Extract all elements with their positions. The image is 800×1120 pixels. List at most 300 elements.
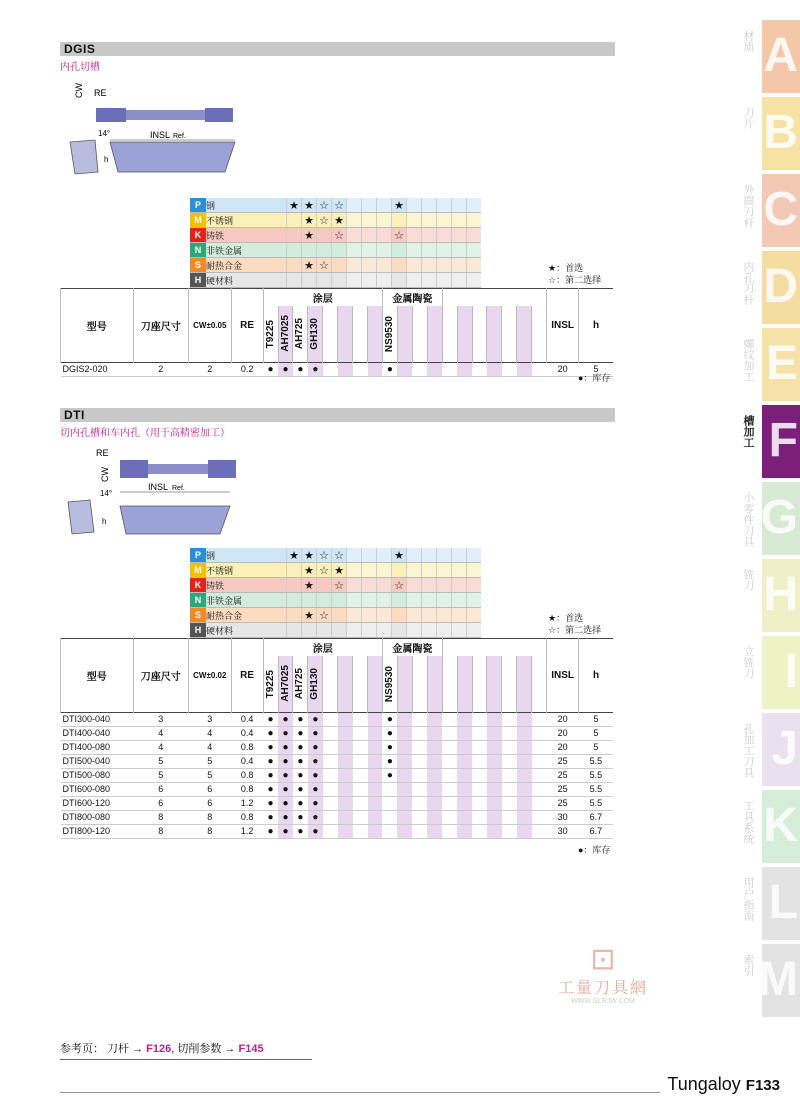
stock-cell bbox=[427, 796, 442, 810]
grade-mark bbox=[362, 243, 377, 258]
stock-cell: ● bbox=[308, 824, 323, 838]
grade-mark bbox=[467, 563, 482, 578]
stock-cell bbox=[353, 740, 368, 754]
col-blank bbox=[442, 289, 547, 307]
grade-mark bbox=[317, 228, 332, 243]
tab-j[interactable] bbox=[742, 713, 800, 786]
tab-f[interactable] bbox=[742, 405, 800, 478]
grade-col bbox=[278, 656, 293, 712]
stock-cell bbox=[427, 726, 442, 740]
stock-cell: ● bbox=[293, 796, 308, 810]
grade-mark: ★ bbox=[302, 198, 317, 213]
grade-col bbox=[412, 306, 427, 362]
stock-cell bbox=[502, 712, 517, 726]
cw-cell: 6 bbox=[188, 782, 231, 796]
stock-cell bbox=[412, 782, 427, 796]
material-code: N bbox=[190, 593, 206, 608]
grade-mark bbox=[422, 623, 437, 638]
insl-cell: 20 bbox=[547, 362, 579, 376]
svg-text:14°: 14° bbox=[100, 489, 113, 498]
material-name: 硬材料 bbox=[206, 273, 287, 288]
stock-cell bbox=[472, 810, 487, 824]
grade-col bbox=[323, 656, 338, 712]
grade-mark bbox=[332, 273, 347, 288]
grade-mark bbox=[407, 198, 422, 213]
grade-mark bbox=[437, 608, 452, 623]
grade-mark bbox=[407, 548, 422, 563]
grade-mark bbox=[422, 563, 437, 578]
stock-cell bbox=[517, 810, 532, 824]
stock-cell: ● bbox=[308, 810, 323, 824]
grade-mark bbox=[452, 563, 467, 578]
material-name: 铸铁 bbox=[206, 228, 287, 243]
grade-mark bbox=[377, 198, 392, 213]
grade-mark bbox=[377, 593, 392, 608]
table-row bbox=[61, 712, 614, 726]
stock-cell bbox=[472, 726, 487, 740]
grade-col bbox=[532, 306, 547, 362]
tab-letter: L bbox=[768, 876, 798, 929]
stock-cell bbox=[457, 362, 472, 376]
stock-cell bbox=[368, 810, 383, 824]
tab-label: 刀片 bbox=[742, 107, 754, 129]
tab-a[interactable] bbox=[742, 20, 800, 93]
grade-col bbox=[353, 306, 368, 362]
cw-cell: 3 bbox=[188, 712, 231, 726]
footer-divider bbox=[60, 1092, 660, 1093]
material-row bbox=[190, 578, 481, 593]
stock-cell bbox=[457, 796, 472, 810]
grade-mark bbox=[452, 273, 467, 288]
stock-cell bbox=[502, 796, 517, 810]
grade-selection-table-dgis bbox=[190, 198, 481, 288]
stock-cell bbox=[397, 768, 412, 782]
model-cell: DTI800-080 bbox=[61, 810, 134, 824]
tab-letter: D bbox=[763, 260, 798, 313]
stock-cell bbox=[412, 810, 427, 824]
stock-cell bbox=[368, 768, 383, 782]
col-coating: 涂层 bbox=[263, 289, 382, 307]
grade-mark bbox=[422, 608, 437, 623]
grade-col bbox=[368, 656, 383, 712]
legend-dgis: ★：首选 ☆：第二选择 bbox=[548, 263, 602, 285]
grade-mark bbox=[377, 623, 392, 638]
stock-cell bbox=[442, 768, 457, 782]
tab-g[interactable] bbox=[742, 482, 800, 555]
stock-cell: ● bbox=[308, 782, 323, 796]
tab-letter: E bbox=[765, 337, 798, 390]
grade-mark bbox=[347, 243, 362, 258]
stock-cell bbox=[517, 712, 532, 726]
tab-d[interactable] bbox=[742, 251, 800, 324]
stock-cell: ● bbox=[263, 712, 278, 726]
stock-cell bbox=[517, 824, 532, 838]
holder-cell: 6 bbox=[133, 796, 188, 810]
insl-cell: 30 bbox=[547, 824, 579, 838]
grade-mark bbox=[332, 623, 347, 638]
stock-cell bbox=[457, 824, 472, 838]
stock-cell bbox=[472, 824, 487, 838]
stock-cell bbox=[323, 824, 338, 838]
grade-mark bbox=[452, 198, 467, 213]
stock-cell bbox=[517, 740, 532, 754]
stock-cell bbox=[412, 712, 427, 726]
tab-b[interactable] bbox=[742, 97, 800, 170]
tab-label: 用户指南 bbox=[742, 877, 754, 921]
grade-col bbox=[293, 306, 308, 362]
stock-cell: ● bbox=[293, 782, 308, 796]
h-cell: 5 bbox=[579, 712, 613, 726]
insl-label: INSL bbox=[150, 130, 171, 140]
material-row bbox=[190, 608, 481, 623]
holder-cell: 5 bbox=[133, 768, 188, 782]
grade-mark bbox=[452, 608, 467, 623]
grade-col bbox=[353, 656, 368, 712]
stock-cell bbox=[412, 768, 427, 782]
stock-cell bbox=[382, 782, 397, 796]
cw-cell: 5 bbox=[188, 754, 231, 768]
stock-cell bbox=[502, 768, 517, 782]
stock-cell: ● bbox=[293, 754, 308, 768]
stock-cell: ● bbox=[278, 740, 293, 754]
model-cell: DTI500-080 bbox=[61, 768, 134, 782]
cw-cell: 6 bbox=[188, 796, 231, 810]
grade-name: T9225 bbox=[264, 319, 276, 348]
grade-selection-table-dti bbox=[190, 548, 481, 638]
grade-mark bbox=[422, 593, 437, 608]
table-row bbox=[61, 796, 614, 810]
stock-cell bbox=[442, 796, 457, 810]
stock-cell bbox=[323, 754, 338, 768]
grade-mark bbox=[467, 593, 482, 608]
grade-mark bbox=[362, 548, 377, 563]
stock-cell bbox=[397, 362, 412, 376]
holder-cell: 2 bbox=[133, 362, 188, 376]
re-cell: 0.8 bbox=[231, 782, 263, 796]
dti-spec-table bbox=[60, 638, 613, 839]
grade-mark bbox=[422, 273, 437, 288]
section-title: DGIS bbox=[60, 42, 615, 56]
grade-mark bbox=[452, 578, 467, 593]
stock-cell bbox=[532, 796, 547, 810]
tab-label: 立铣刀 bbox=[742, 646, 754, 679]
grade-mark bbox=[332, 593, 347, 608]
stock-cell bbox=[502, 782, 517, 796]
grade-mark: ☆ bbox=[317, 258, 332, 273]
grade-name: T9225 bbox=[264, 669, 276, 698]
grade-mark bbox=[422, 258, 437, 273]
grade-mark bbox=[347, 608, 362, 623]
model-cell: DTI300-040 bbox=[61, 712, 134, 726]
stock-cell bbox=[323, 712, 338, 726]
cw-cell: 4 bbox=[188, 740, 231, 754]
watermark: ⊡ 工量刀具網 WWW.GLRJW.COM bbox=[538, 945, 668, 1005]
tab-h[interactable] bbox=[742, 559, 800, 632]
grade-col bbox=[457, 656, 472, 712]
grade-mark: ★ bbox=[302, 228, 317, 243]
grade-name: AH7025 bbox=[279, 665, 291, 703]
grade-mark: ★ bbox=[302, 258, 317, 273]
col-holder: 刀座尺寸 bbox=[133, 289, 188, 363]
grade-name: NS9530 bbox=[383, 665, 395, 702]
stock-cell: ● bbox=[293, 740, 308, 754]
stock-cell bbox=[457, 754, 472, 768]
grade-mark bbox=[437, 213, 452, 228]
stock-cell bbox=[502, 740, 517, 754]
grade-col bbox=[323, 306, 338, 362]
stock-cell: ● bbox=[263, 768, 278, 782]
tab-i[interactable] bbox=[742, 636, 800, 709]
stock-cell bbox=[472, 796, 487, 810]
grade-mark: ☆ bbox=[317, 198, 332, 213]
cw-cell: 5 bbox=[188, 768, 231, 782]
re-cell: 0.8 bbox=[231, 768, 263, 782]
grade-mark bbox=[392, 258, 407, 273]
tab-c[interactable] bbox=[742, 174, 800, 247]
stock-cell bbox=[338, 782, 353, 796]
stock-cell: ● bbox=[293, 824, 308, 838]
re-cell: 0.8 bbox=[231, 740, 263, 754]
material-code: M bbox=[190, 213, 206, 228]
material-code: H bbox=[190, 623, 206, 638]
grade-mark: ★ bbox=[302, 608, 317, 623]
stock-cell bbox=[397, 712, 412, 726]
h-cell: 5.5 bbox=[579, 796, 613, 810]
tab-label: 小零件刀具 bbox=[742, 492, 754, 547]
grade-mark: ★ bbox=[392, 548, 407, 563]
grade-mark bbox=[437, 563, 452, 578]
grade-name: NS9530 bbox=[383, 315, 395, 352]
stock-cell bbox=[427, 712, 442, 726]
stock-cell: ● bbox=[263, 362, 278, 376]
grade-mark bbox=[467, 243, 482, 258]
ref-link-holder[interactable]: F126 bbox=[146, 1043, 172, 1055]
grade-mark bbox=[377, 243, 392, 258]
stock-cell bbox=[532, 712, 547, 726]
grade-mark bbox=[302, 243, 317, 258]
grade-mark: ★ bbox=[287, 548, 302, 563]
stock-cell: ● bbox=[263, 810, 278, 824]
stock-cell: ● bbox=[263, 782, 278, 796]
tab-e[interactable] bbox=[742, 328, 800, 401]
grade-mark bbox=[452, 593, 467, 608]
grade-mark bbox=[407, 623, 422, 638]
stock-cell bbox=[532, 768, 547, 782]
grade-mark bbox=[287, 593, 302, 608]
stock-cell bbox=[412, 754, 427, 768]
svg-text:Ref.: Ref. bbox=[172, 485, 185, 492]
stock-cell bbox=[427, 740, 442, 754]
grade-col bbox=[338, 656, 353, 712]
h-cell: 5.5 bbox=[579, 782, 613, 796]
grade-mark bbox=[437, 228, 452, 243]
grade-mark bbox=[347, 623, 362, 638]
grade-mark bbox=[437, 243, 452, 258]
grade-name: GH130 bbox=[309, 667, 321, 700]
ref-link-cutting[interactable]: F145 bbox=[238, 1043, 264, 1055]
insl-cell: 25 bbox=[547, 768, 579, 782]
stock-cell bbox=[532, 754, 547, 768]
grade-mark bbox=[377, 563, 392, 578]
tab-letter: C bbox=[763, 183, 798, 236]
material-name: 钢 bbox=[206, 198, 287, 213]
svg-text:RE: RE bbox=[96, 448, 109, 458]
svg-text:CW: CW bbox=[100, 467, 110, 482]
material-row bbox=[190, 563, 481, 578]
grade-col bbox=[412, 656, 427, 712]
grade-mark: ☆ bbox=[332, 228, 347, 243]
stock-cell bbox=[353, 824, 368, 838]
grade-col bbox=[278, 306, 293, 362]
h-cell: 5.5 bbox=[579, 754, 613, 768]
stock-cell: ● bbox=[382, 362, 397, 376]
grade-name: AH7025 bbox=[279, 315, 291, 353]
section-subtitle: 切内孔槽和车内孔（用于高精密加工） bbox=[60, 428, 230, 439]
grade-mark bbox=[467, 258, 482, 273]
tab-k[interactable] bbox=[742, 790, 800, 863]
grade-mark bbox=[362, 593, 377, 608]
stock-cell: ● bbox=[293, 362, 308, 376]
stock-cell bbox=[397, 824, 412, 838]
reference-line: 参考页： 刀杆 → F126, 切削参数 → F145 bbox=[60, 1040, 312, 1060]
grade-mark bbox=[452, 228, 467, 243]
col-cermet: 金属陶瓷 bbox=[382, 289, 442, 307]
model-cell: DTI600-080 bbox=[61, 782, 134, 796]
stock-cell bbox=[532, 810, 547, 824]
stock-cell bbox=[412, 362, 427, 376]
dgis-insert-diagram bbox=[60, 82, 260, 182]
stock-cell bbox=[412, 824, 427, 838]
stock-cell: ● bbox=[278, 726, 293, 740]
grade-col bbox=[487, 656, 502, 712]
grade-col bbox=[382, 306, 397, 362]
grade-mark bbox=[287, 608, 302, 623]
h-cell: 5 bbox=[579, 362, 613, 376]
grade-col bbox=[382, 656, 397, 712]
grade-mark bbox=[317, 243, 332, 258]
stock-cell: ● bbox=[263, 824, 278, 838]
grade-mark bbox=[467, 623, 482, 638]
stock-cell bbox=[442, 712, 457, 726]
tab-letter: M bbox=[758, 953, 798, 1006]
holder-cell: 5 bbox=[133, 754, 188, 768]
table-row bbox=[61, 768, 614, 782]
material-row bbox=[190, 213, 481, 228]
grade-mark bbox=[302, 593, 317, 608]
tab-letter: I bbox=[784, 645, 798, 698]
grade-mark: ☆ bbox=[317, 563, 332, 578]
stock-cell bbox=[338, 810, 353, 824]
grade-mark bbox=[467, 213, 482, 228]
material-name: 铸铁 bbox=[206, 578, 287, 593]
grade-mark: ★ bbox=[302, 548, 317, 563]
material-name: 钢 bbox=[206, 548, 287, 563]
stock-cell bbox=[412, 796, 427, 810]
re-label: RE bbox=[94, 88, 107, 98]
tab-l[interactable] bbox=[742, 867, 800, 940]
col-insl: INSL bbox=[547, 289, 579, 363]
tab-label: 工具系统 bbox=[742, 800, 754, 844]
stock-cell bbox=[427, 768, 442, 782]
grade-mark bbox=[287, 228, 302, 243]
grade-mark bbox=[392, 593, 407, 608]
insl-cell: 20 bbox=[547, 726, 579, 740]
stock-cell: ● bbox=[308, 362, 323, 376]
grade-mark bbox=[362, 213, 377, 228]
stock-cell bbox=[487, 754, 502, 768]
stock-cell: ● bbox=[382, 754, 397, 768]
stock-cell bbox=[323, 768, 338, 782]
material-row bbox=[190, 623, 481, 638]
grade-mark bbox=[407, 228, 422, 243]
material-name: 耐热合金 bbox=[206, 608, 287, 623]
grade-mark: ☆ bbox=[392, 228, 407, 243]
tab-label: 内孔刀杆 bbox=[742, 261, 754, 305]
material-code: P bbox=[190, 198, 206, 213]
grade-col bbox=[397, 306, 412, 362]
grade-mark bbox=[452, 243, 467, 258]
grade-mark: ★ bbox=[392, 198, 407, 213]
grade-name: GH130 bbox=[309, 317, 321, 350]
tab-label: 孔加工刀具 bbox=[742, 723, 754, 778]
stock-cell bbox=[427, 782, 442, 796]
tab-label: 铣刀 bbox=[742, 569, 754, 591]
tab-letter: B bbox=[763, 106, 798, 159]
grade-mark: ★ bbox=[302, 213, 317, 228]
grade-mark: ☆ bbox=[317, 608, 332, 623]
table-row bbox=[61, 740, 614, 754]
brand-name: Tungaloy bbox=[667, 1074, 741, 1094]
grade-col bbox=[517, 656, 532, 712]
grade-mark bbox=[287, 213, 302, 228]
stock-cell bbox=[353, 796, 368, 810]
stock-cell: ● bbox=[278, 768, 293, 782]
grade-mark bbox=[467, 198, 482, 213]
grade-mark bbox=[332, 258, 347, 273]
stock-cell bbox=[353, 768, 368, 782]
section-title: DTI bbox=[60, 408, 615, 422]
stock-cell bbox=[338, 754, 353, 768]
material-code: K bbox=[190, 578, 206, 593]
holder-cell: 4 bbox=[133, 740, 188, 754]
grade-mark: ☆ bbox=[332, 198, 347, 213]
tab-m[interactable] bbox=[742, 944, 800, 1017]
grade-col bbox=[517, 306, 532, 362]
stock-cell bbox=[353, 754, 368, 768]
stock-cell: ● bbox=[278, 824, 293, 838]
grade-mark bbox=[437, 273, 452, 288]
grade-mark bbox=[287, 258, 302, 273]
stock-cell bbox=[502, 754, 517, 768]
grade-mark bbox=[317, 273, 332, 288]
stock-cell bbox=[353, 362, 368, 376]
svg-text:INSL: INSL bbox=[148, 482, 169, 492]
holder-cell: 6 bbox=[133, 782, 188, 796]
stock-cell bbox=[323, 796, 338, 810]
re-cell: 0.8 bbox=[231, 810, 263, 824]
material-code: H bbox=[190, 273, 206, 288]
stock-cell bbox=[338, 740, 353, 754]
stock-cell bbox=[323, 740, 338, 754]
material-code: S bbox=[190, 608, 206, 623]
grade-name: AH725 bbox=[294, 668, 306, 700]
stock-note: ●：库存 bbox=[578, 845, 611, 855]
model-cell: DTI400-040 bbox=[61, 726, 134, 740]
stock-cell bbox=[457, 768, 472, 782]
grade-mark: ☆ bbox=[392, 578, 407, 593]
grade-col bbox=[502, 656, 517, 712]
grade-col bbox=[293, 656, 308, 712]
